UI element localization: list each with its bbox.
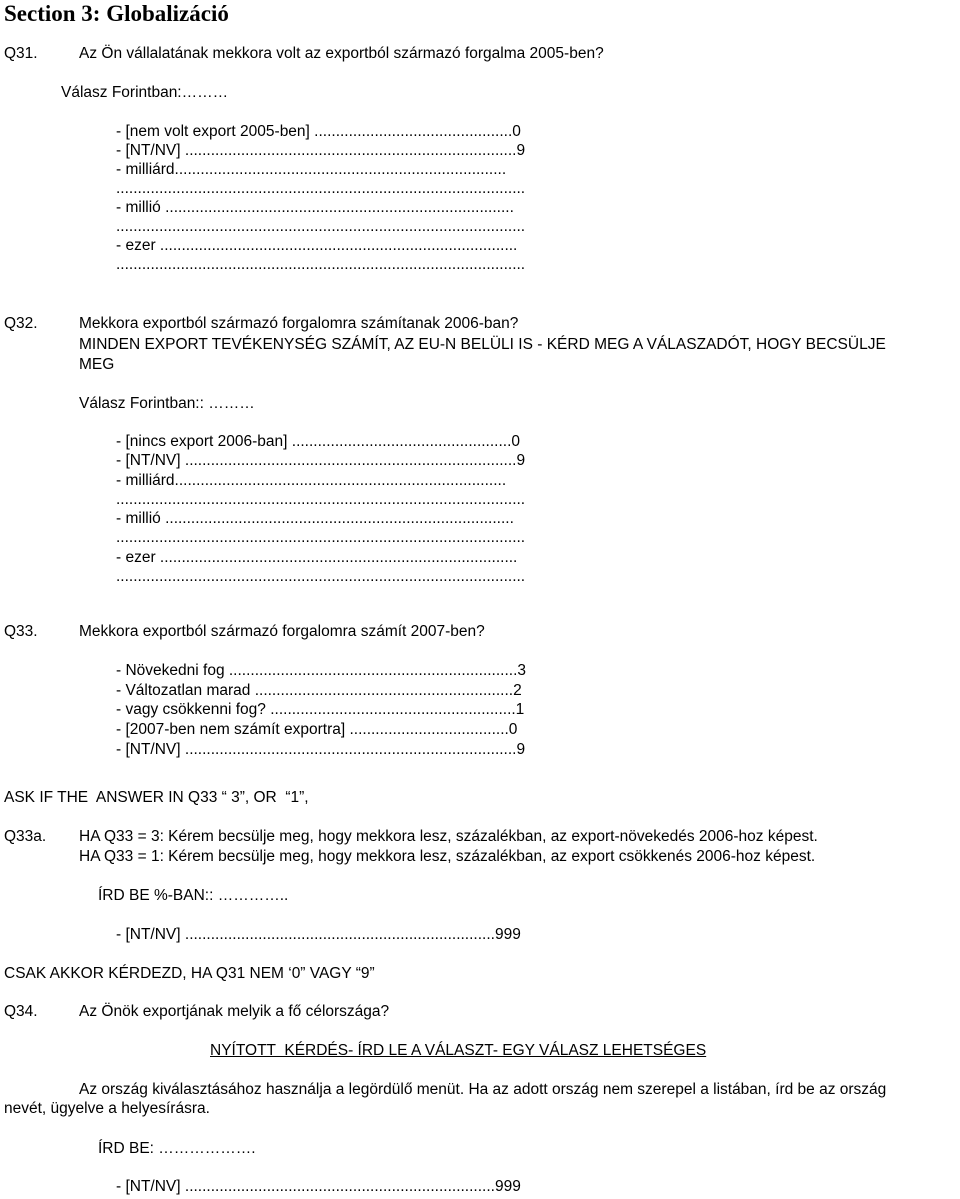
q34-instruction: nevét, ügyelve a helyesírásra. [4,1100,210,1117]
q32-option: ............................................................................................... [116,568,526,585]
q31-answer-prompt: Válasz Forintban:……… [61,84,229,101]
q31-option: ............................................................................................... [116,218,526,235]
q32-option: - milliárd............................................................................. [116,472,507,489]
q33a-line: HA Q33 = 3: Kérem becsülje meg, hogy mekkora lesz, százalékban, az export-növekedés 2006-hoz képest. [79,828,818,845]
q31-option: - ezer ................................................................................... [116,237,518,254]
q32-instruction: MEG [79,356,115,373]
q31-option: - [nem volt export 2005-ben] ..............................................0 [116,123,521,140]
q32-question: Mekkora exportból származó forgalomra számítanak 2006-ban? [79,315,519,332]
q33a-id: Q33a. [4,828,47,845]
q32-id: Q32. [4,315,38,332]
q34-instruction: Az ország kiválasztásához használja a legördülő menüt. Ha az adott ország nem szerepel a listában, írd be az ország [79,1081,887,1098]
q31-option: ............................................................................................... [116,256,526,273]
section-title: Section 3: Globalizáció [4,1,229,26]
q32-option: - millió ................................................................................. [116,510,514,527]
q32-answer-prompt: Válasz Forintban:: ……… [79,395,255,412]
q34-question: Az Önök exportjának melyik a fő célországa? [79,1003,390,1020]
q32-option: - [NT/NV] .............................................................................9 [116,452,526,469]
q33a-answer-prompt: ÍRD BE %-BAN:: ………….. [98,887,289,904]
q34-answer-prompt: ÍRD BE: ………………. [98,1140,256,1157]
q33-option: - Változatlan marad ............................................................2 [116,682,522,699]
q31-option: - [NT/NV] .............................................................................9 [116,142,526,159]
q33-id: Q33. [4,623,38,640]
q34-open-note: NYÍTOTT KÉRDÉS- ÍRD LE A VÁLASZT- EGY VÁLASZ LEHETSÉGES [210,1042,707,1059]
q31-option: - milliárd............................................................................. [116,161,507,178]
only-if-instruction: CSAK AKKOR KÉRDEZD, HA Q31 NEM ‘0” VAGY “9” [4,965,375,982]
q33a-line: HA Q33 = 1: Kérem becsülje meg, hogy mekkora lesz, százalékban, az export csökkenés 2006-hoz képest. [79,848,816,865]
q33-option: - vagy csökkenni fog? .........................................................1 [116,701,525,718]
q32-option: - ezer ................................................................................... [116,549,518,566]
q33-option: - Növekedni fog ...................................................................3 [116,662,527,679]
q32-option: ............................................................................................... [116,491,526,508]
q34-option: - [NT/NV] ........................................................................999 [116,1178,521,1195]
q33-question: Mekkora exportból származó forgalomra számít 2007-ben? [79,623,485,640]
q31-option: - millió ................................................................................. [116,199,514,216]
q33-option: - [NT/NV] .............................................................................9 [116,741,526,758]
q31-option: ............................................................................................... [116,180,526,197]
q31-id: Q31. [4,45,38,62]
q34-id: Q34. [4,1003,38,1020]
q33a-option: - [NT/NV] ........................................................................999 [116,926,521,943]
ask-if-instruction: ASK IF THE ANSWER IN Q33 “ 3”, OR “1”, [4,789,309,806]
q33-option: - [2007-ben nem számít exportra] .....................................0 [116,721,518,738]
q31-question: Az Ön vállalatának mekkora volt az exportból származó forgalma 2005-ben? [79,45,604,62]
q32-option: ............................................................................................... [116,529,526,546]
q32-option: - [nincs export 2006-ban] ...................................................0 [116,433,521,450]
q32-instruction: MINDEN EXPORT TEVÉKENYSÉG SZÁMÍT, AZ EU-N BELÜLI IS - KÉRD MEG A VÁLASZADÓT, HOGY BECSÜLJE [79,336,886,353]
